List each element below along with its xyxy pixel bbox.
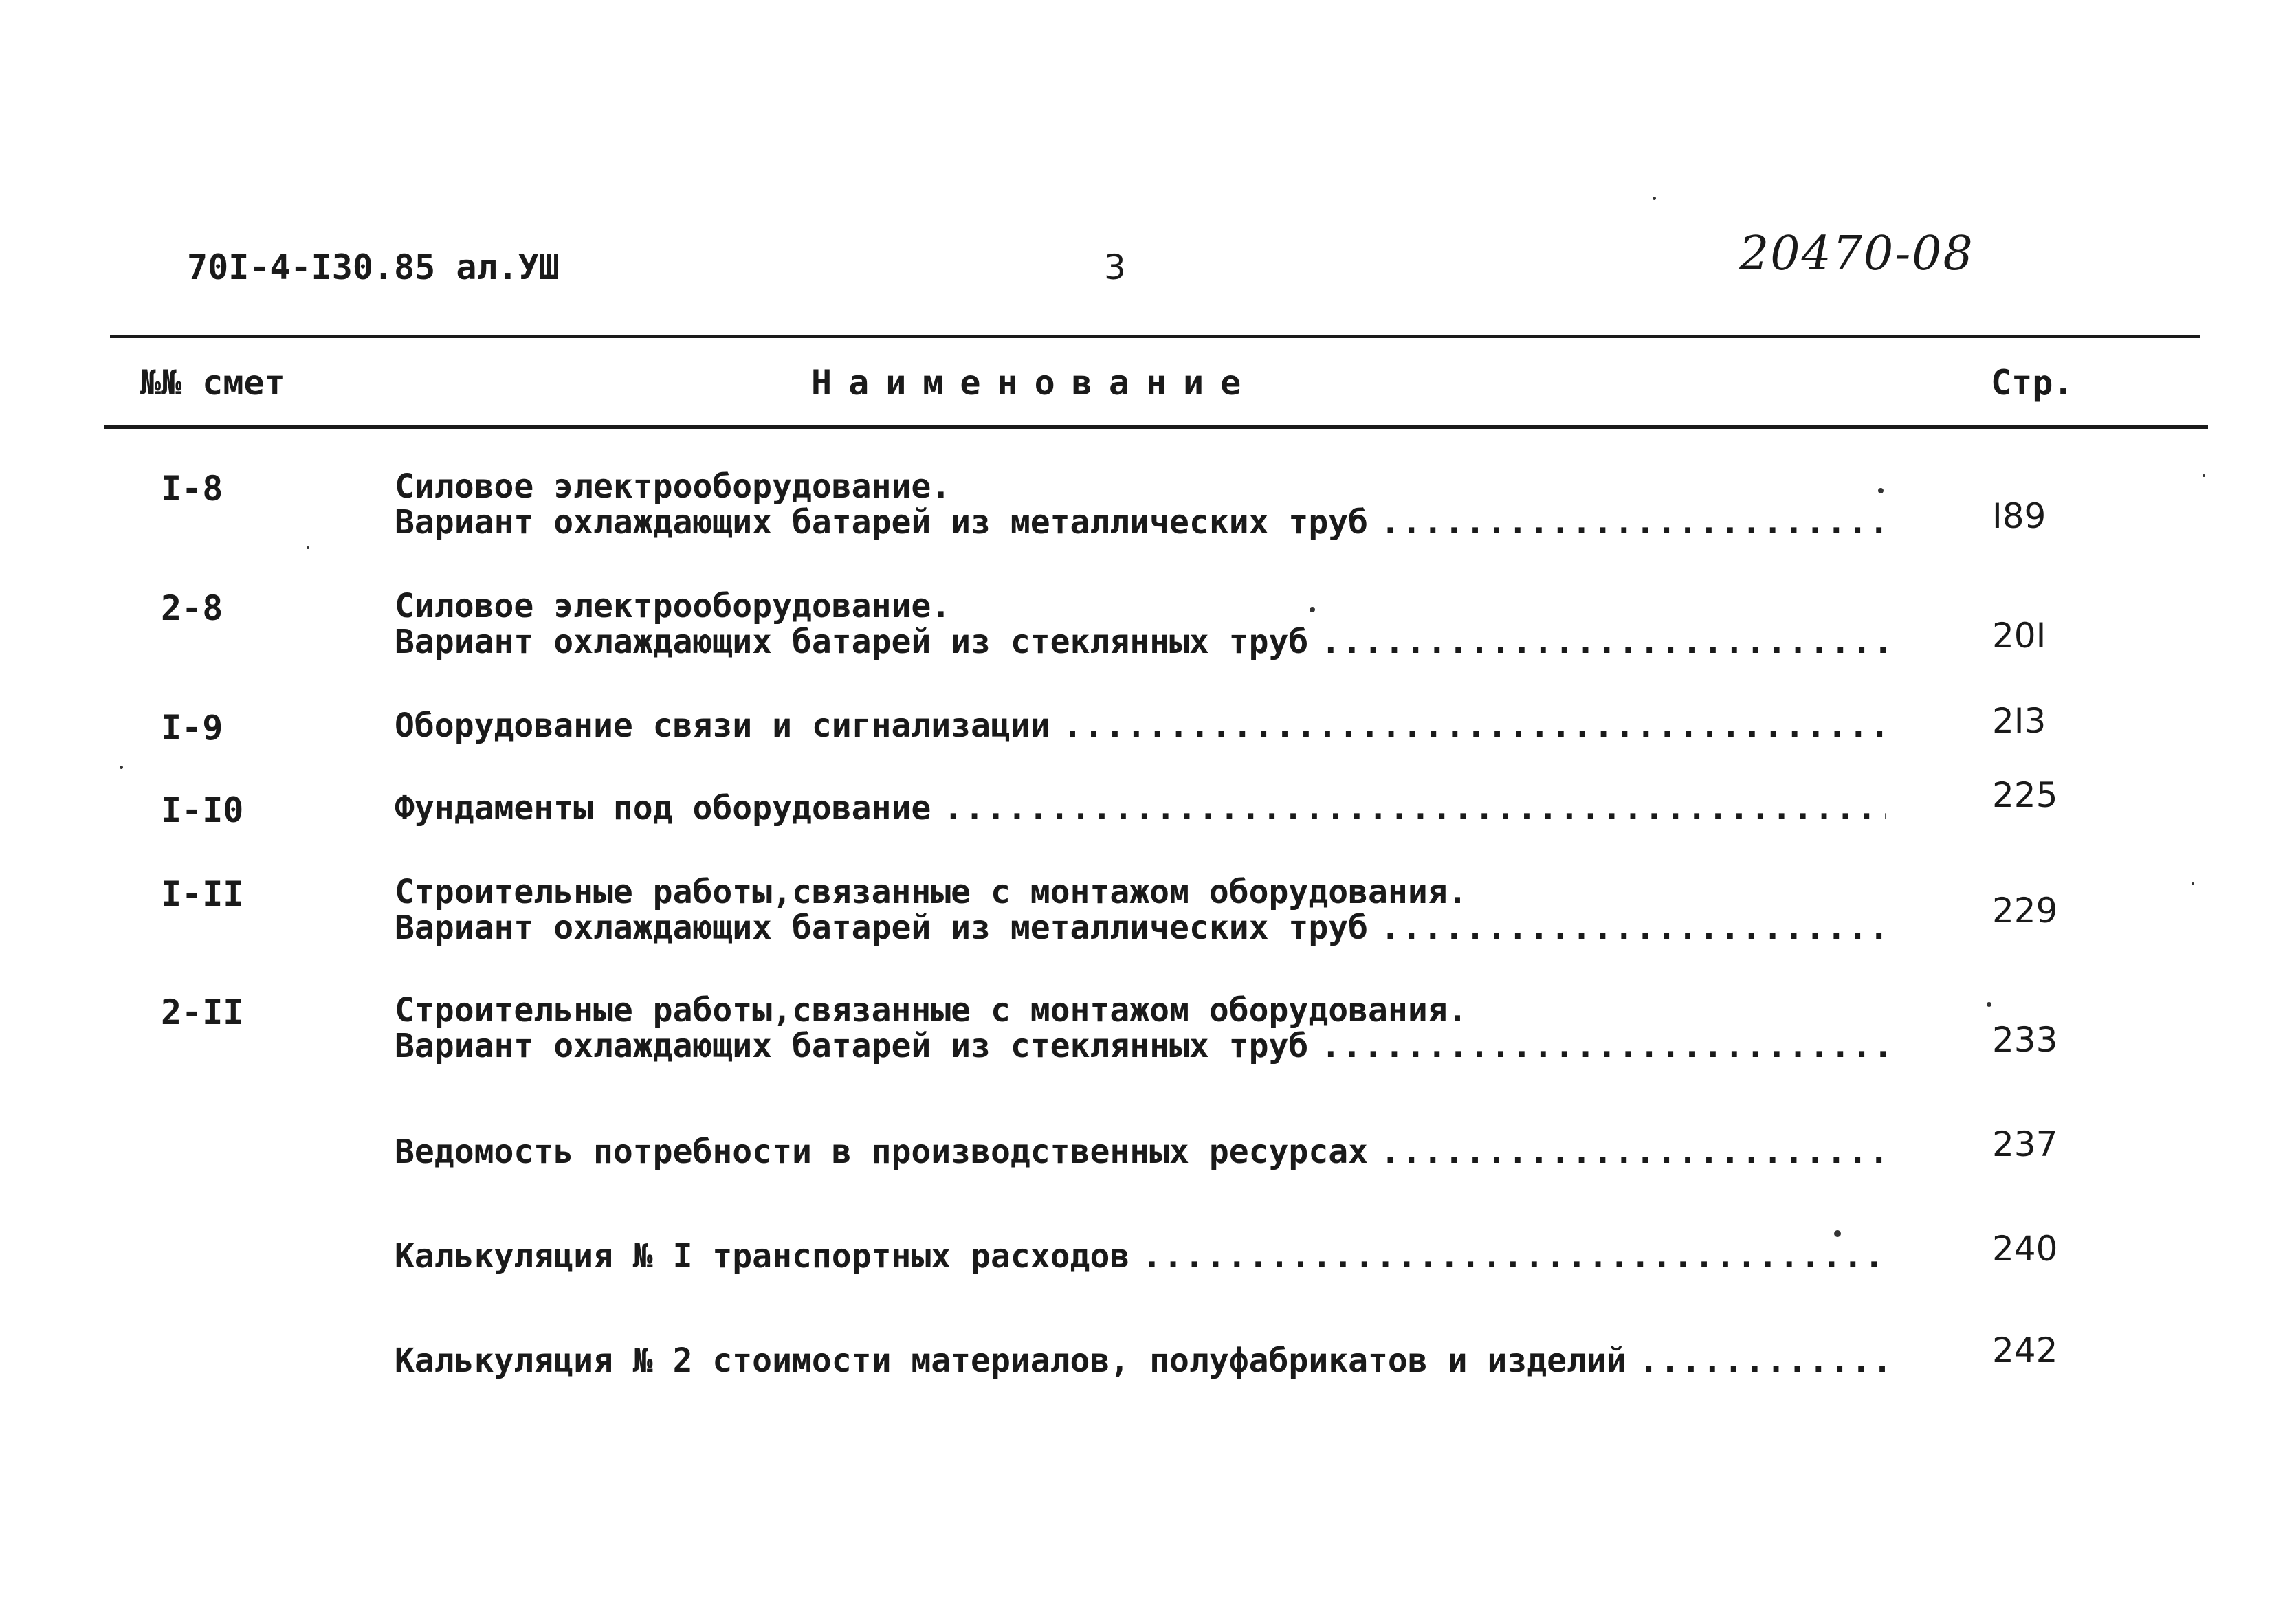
scan-speck [1653,197,1656,200]
leader-dots [1321,624,1886,660]
estimate-code: 2-II [161,992,244,1032]
leader-dots [1380,910,1886,946]
entry-page: 233 [1992,1020,2058,1060]
entry-page: 242 [1992,1331,2058,1370]
entry-title-line: Вариант охлаждающих батарей из стеклянных труб [395,624,1309,660]
entry-page: 20I [1992,616,2046,656]
scan-speck [2203,474,2205,477]
entry-title-line: Фундаменты под оборудование [395,790,931,826]
estimate-code: 2-8 [161,588,223,628]
header-rule [104,425,2208,429]
column-header-estimate: №№ смет [140,363,285,403]
scan-speck [1987,1002,1991,1007]
leader-dots [1063,708,1886,744]
entry-title-line: Вариант охлаждающих батарей из стеклянных труб [395,1028,1309,1064]
estimate-code: I-9 [161,708,223,748]
leader-dots [1380,1134,1886,1170]
leader-dots [1142,1238,1886,1274]
estimate-code: I-II [161,874,244,914]
entry-page: 237 [1992,1124,2058,1164]
top-rule [110,335,2200,338]
entry-title-line: Калькуляция № I транспортных расходов [395,1238,1130,1274]
entry-page: 225 [1992,775,2058,815]
column-header-name: Наименование [811,363,1258,403]
entry-title-line: Вариант охлаждающих батарей из металлических труб [395,910,1369,946]
scan-speck [307,546,309,549]
entry-page: 2I3 [1992,701,2046,741]
entry-page: 229 [1992,891,2058,931]
entry-title-line: Силовое электрооборудование. [395,588,951,624]
leader-dots [1321,1028,1886,1064]
scan-speck [1878,488,1884,493]
leader-dots [1639,1343,1886,1379]
estimate-code: I-I0 [161,790,244,830]
inventory-number: 20470-08 [1739,227,1974,281]
column-header-page: Стр. [1991,363,2074,403]
entry-title-line: Оборудование связи и сигнализации [395,708,1050,744]
page-number: 3 [1104,247,1126,287]
scan-speck [1834,1230,1841,1237]
entry-title-line: Силовое электрооборудование. [395,469,951,504]
scan-speck [120,766,123,769]
scan-speck [1310,607,1315,612]
leader-dots [1380,504,1886,540]
scan-speck [2192,882,2194,885]
entry-title-line: Строительные работы,связанные с монтажом оборудования. [395,992,1468,1028]
entry-title-line: Калькуляция № 2 стоимости материалов, полуфабрикатов и изделий [395,1343,1626,1379]
doc-code: 70I-4-I30.85 ал.УШ [187,247,560,287]
entry-title-line: Ведомость потребности в производственных ресурсах [395,1134,1369,1170]
leader-dots [943,790,1886,826]
estimate-code: I-8 [161,469,223,509]
entry-page: I89 [1992,496,2046,536]
entry-page: 240 [1992,1229,2058,1269]
entry-title-line: Вариант охлаждающих батарей из металлических труб [395,504,1369,540]
entry-title-line: Строительные работы,связанные с монтажом оборудования. [395,874,1468,910]
